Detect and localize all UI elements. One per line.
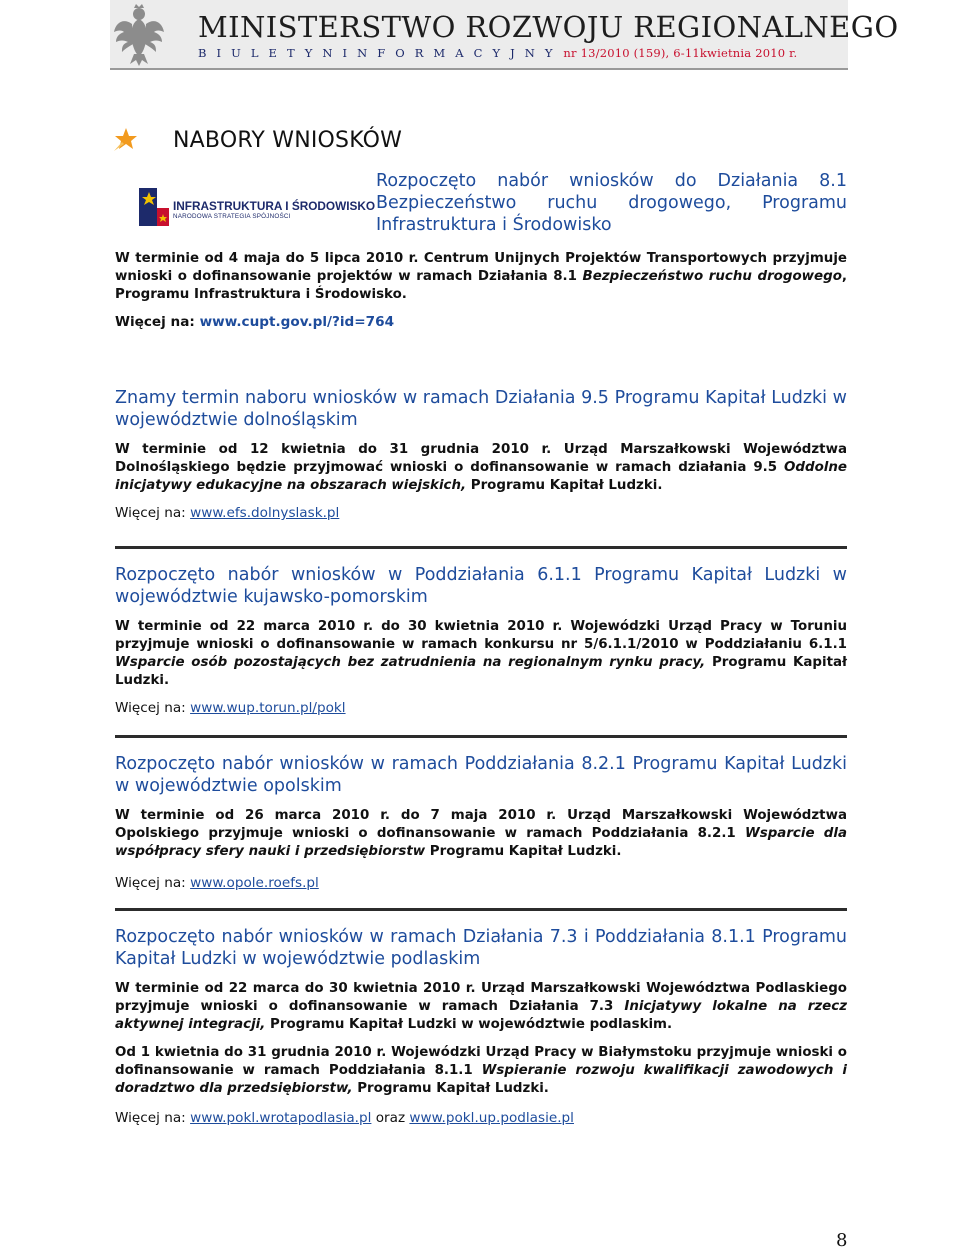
more-label: Więcej na: <box>115 875 191 891</box>
body-text: Programu Kapitał Ludzki. <box>466 478 663 493</box>
more-info <box>115 505 847 521</box>
body-text: W terminie od 26 marca 2010 r. do 7 maja 2010 r. Urząd Marszałkowski Województwa Opolskiego przyjmuje wnioski o dofinansowanie w ramach Poddziałania 8.2.1 <box>115 808 847 841</box>
body-text: W terminie od 4 maja do 5 lipca 2010 r. Centrum Unijnych Projektów Transportowych przyjmuje wnioski o dofinansowanie projektów w ramach Działania 8.1 <box>115 251 847 284</box>
more-label: Więcej na: <box>115 314 200 330</box>
masthead-rule <box>110 68 848 70</box>
more-info <box>115 1110 847 1126</box>
polish-eagle-emblem-icon <box>112 4 166 66</box>
article-link[interactable]: www.cupt.gov.pl/?id=764 <box>199 314 395 330</box>
body-text: Programu Kapitał Ludzki w województwie podlaskim. <box>265 1017 673 1032</box>
section-divider <box>115 908 847 911</box>
article-link[interactable]: www.efs.dolnyslask.pl <box>190 505 340 521</box>
article-body <box>115 618 847 690</box>
article-link-2[interactable]: www.pokl.up.podlasie.pl <box>409 1110 574 1126</box>
body-text: Programu Kapitał Ludzki. <box>352 1081 549 1096</box>
body-text: W terminie od 12 kwietnia do 31 grudnia 2010 r. Urząd Marszałkowski Województwa Dolnośląskiego będzie przyjmować wnioski o dofinansowanie w ramach działania 9.5 <box>115 442 847 475</box>
emphasis-text: Wsparcie osób pozostających bez zatrudnienia na regionalnym rynku pracy, <box>115 655 706 670</box>
more-info <box>115 875 847 891</box>
star-bullet-icon <box>112 127 138 153</box>
section-title: NABORY WNIOSKÓW <box>173 128 403 153</box>
logo-line1: INFRASTRUKTURA I ŚRODOWISKO <box>173 199 376 213</box>
body-text: Programu Kapitał Ludzki. <box>115 655 847 688</box>
article-headline: Znamy termin naboru wniosków w ramach Działania 9.5 Programu Kapitał Ludzki w województwie dolnośląskim <box>115 388 847 430</box>
more-label: Więcej na: <box>115 1110 191 1126</box>
body-text: W terminie od 22 marca do 30 kwietnia 2010 r. Urząd Marszałkowski Województwa Podlaskiego przyjmuje wnioski o dofinansowanie w ramach Działania 7.3 <box>115 981 847 1014</box>
page-number: 8 <box>836 1230 848 1251</box>
article-link[interactable]: www.pokl.wrotapodlasia.pl <box>190 1110 372 1126</box>
article-link[interactable]: www.opole.roefs.pl <box>190 875 319 891</box>
issue-number: nr 13/2010 (159), 6-11kwietnia 2010 r. <box>563 46 798 60</box>
bulletin-name: B I U L E T Y N I N F O R M A C Y J N Y <box>198 46 556 60</box>
article-5 <box>115 926 847 1126</box>
emphasis-text: Bezpieczeństwo ruchu drogowego <box>582 269 842 284</box>
section-divider <box>115 735 847 738</box>
article-headline: Rozpoczęto nabór wniosków w ramach Poddziałania 8.2.1 Programu Kapitał Ludzki w województwie opolskim <box>115 754 847 796</box>
section-divider <box>115 546 847 549</box>
article-link[interactable]: www.wup.torun.pl/pokl <box>190 700 346 716</box>
article-headline: Rozpoczęto nabór wniosków do Działania 8.1 Bezpieczeństwo ruchu drogowego, Programu Infrastruktura i Środowisko <box>376 171 847 235</box>
more-info <box>115 700 847 716</box>
article-body-2 <box>115 1044 847 1098</box>
more-info <box>115 314 847 330</box>
emphasis-text: Wspieranie rozwoju kwalifikacji zawodowych i doradztwo dla przedsiębiorstw, <box>115 1063 847 1096</box>
article-headline: Rozpoczęto nabór wniosków w Poddziałania 6.1.1 Programu Kapitał Ludzki w województwie kujawsko-pomorskim <box>115 565 847 607</box>
article-body <box>115 250 847 304</box>
emphasis-text: Wsparcie dla współpracy sfery nauki i przedsiębiorstw <box>115 826 847 859</box>
article-1 <box>115 170 847 330</box>
article-4 <box>115 753 847 891</box>
body-text: Programu Kapitał Ludzki. <box>425 844 622 859</box>
more-label: Więcej na: <box>115 700 191 716</box>
emphasis-text: Oddolne inicjatywy edukacyjne na obszarach wiejskich, <box>115 460 847 493</box>
link-joiner: oraz <box>371 1110 410 1126</box>
article-headline: Rozpoczęto nabór wniosków w ramach Działania 7.3 i Poddziałania 8.1.1 Programu Kapitał Ludzki w województwie podlaskim <box>115 927 847 969</box>
article-body <box>115 980 847 1034</box>
article-2 <box>115 387 847 521</box>
body-text: W terminie od 22 marca 2010 r. do 30 kwietnia 2010 r. Wojewódzki Urząd Pracy w Toruniu przyjmuje wnioski o dofinansowanie w ramach konkursu nr 5/6.1.1/2010 w Poddziałaniu 6.1.1 <box>115 619 847 652</box>
article-3 <box>115 564 847 716</box>
masthead-title: MINISTERSTWO ROZWOJU REGIONALNEGO <box>198 10 899 44</box>
logo-line2: NARODOWA STRATEGIA SPÓJNOŚCI <box>173 213 291 220</box>
emphasis-text: Inicjatywy lokalne na rzecz aktywnej integracji, <box>115 999 847 1032</box>
article-body <box>115 807 847 861</box>
masthead-subtitle <box>198 46 797 60</box>
more-label: Więcej na: <box>115 505 191 521</box>
body-text: Od 1 kwietnia do 31 grudnia 2010 r. Wojewódzki Urząd Pracy w Białymstoku przyjmuje wnioski o dofinansowanie w ramach Poddziałania 8.1.1 <box>115 1045 847 1078</box>
article-body <box>115 441 847 495</box>
body-text: , Programu Infrastruktura i Środowisko. <box>115 269 847 302</box>
